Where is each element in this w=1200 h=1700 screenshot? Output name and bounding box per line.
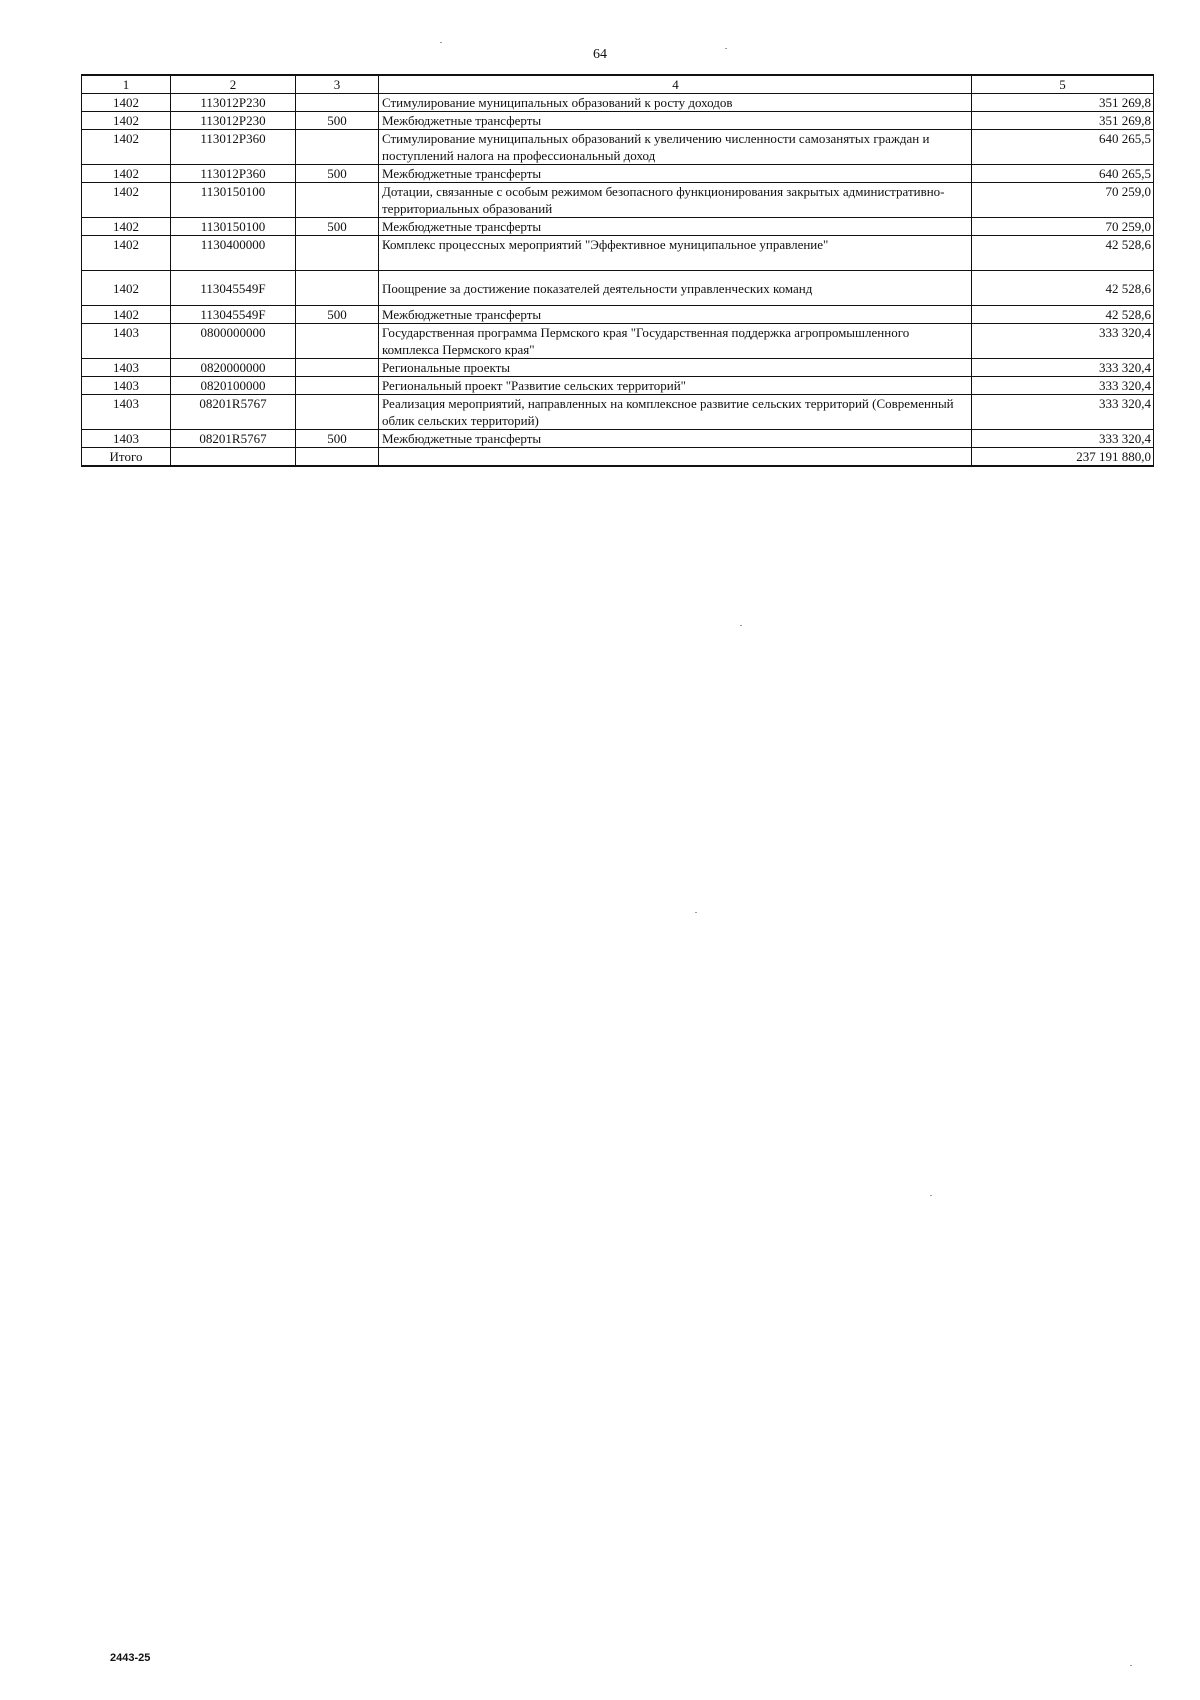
name-cell: Региональный проект "Развитие сельских территорий": [379, 377, 972, 395]
name-cell: Межбюджетные трансферты: [379, 306, 972, 324]
type-cell: 500: [296, 112, 379, 130]
type-cell: [296, 183, 379, 218]
column-header-type: 3: [296, 75, 379, 94]
code-cell: 113012P360: [171, 130, 296, 165]
section-cell: 1402: [82, 130, 171, 165]
table-row: [82, 218, 1154, 236]
section-cell: 1402: [82, 306, 171, 324]
section-cell: 1402: [82, 218, 171, 236]
amount-cell: 42 528,6: [972, 236, 1154, 271]
type-cell: 500: [296, 165, 379, 183]
amount-cell: 351 269,8: [972, 94, 1154, 112]
name-cell: Поощрение за достижение показателей деятельности управленческих команд: [379, 271, 972, 306]
type-cell: [296, 271, 379, 306]
scan-speck: [695, 912, 697, 913]
code-cell: 113012P230: [171, 112, 296, 130]
type-cell: [296, 324, 379, 359]
column-header-code: 2: [171, 75, 296, 94]
table-row: [82, 395, 1154, 430]
section-cell: 1402: [82, 112, 171, 130]
table-row: [82, 359, 1154, 377]
type-cell: [296, 359, 379, 377]
amount-cell: 333 320,4: [972, 430, 1154, 448]
scan-speck: [740, 625, 742, 626]
table-row: [82, 324, 1154, 359]
amount-cell: 333 320,4: [972, 359, 1154, 377]
amount-cell: 351 269,8: [972, 112, 1154, 130]
section-cell: 1402: [82, 271, 171, 306]
amount-cell: 42 528,6: [972, 306, 1154, 324]
amount-cell: 70 259,0: [972, 218, 1154, 236]
scan-speck: [930, 1195, 932, 1196]
total-amount: 237 191 880,0: [972, 448, 1154, 467]
table-row: [82, 236, 1154, 271]
code-cell: 0800000000: [171, 324, 296, 359]
type-cell: [296, 377, 379, 395]
type-cell: [296, 94, 379, 112]
code-cell: 0820000000: [171, 359, 296, 377]
section-cell: 1402: [82, 165, 171, 183]
code-cell: 113012P230: [171, 94, 296, 112]
document-code: 2443-25: [110, 1652, 151, 1664]
table-row: [82, 183, 1154, 218]
section-cell: 1403: [82, 395, 171, 430]
code-cell: 113045549F: [171, 271, 296, 306]
scan-speck: [440, 42, 442, 43]
table-row: [82, 271, 1154, 306]
table-row: [82, 165, 1154, 183]
budget-table: [81, 74, 1154, 467]
name-cell: Дотации, связанные с особым режимом безопасного функционирования закрытых административно-территориальных образований: [379, 183, 972, 218]
section-cell: 1402: [82, 94, 171, 112]
name-cell: Межбюджетные трансферты: [379, 112, 972, 130]
section-cell: 1402: [82, 236, 171, 271]
column-header-name: 4: [379, 75, 972, 94]
total-label: Итого: [82, 448, 171, 467]
type-cell: 500: [296, 306, 379, 324]
empty-cell: [379, 448, 972, 467]
amount-cell: 640 265,5: [972, 130, 1154, 165]
scan-speck: [725, 48, 727, 49]
section-cell: 1403: [82, 377, 171, 395]
total-row: [82, 448, 1154, 467]
scan-speck: [1130, 1665, 1132, 1666]
column-header-section: 1: [82, 75, 171, 94]
section-cell: 1403: [82, 430, 171, 448]
name-cell: Стимулирование муниципальных образований к увеличению численности самозанятых граждан и поступлений налога на профессиональный доход: [379, 130, 972, 165]
table-row: [82, 306, 1154, 324]
code-cell: 08201R5767: [171, 430, 296, 448]
empty-cell: [171, 448, 296, 467]
column-header-amount: 5: [972, 75, 1154, 94]
code-cell: 113045549F: [171, 306, 296, 324]
empty-cell: [296, 448, 379, 467]
name-cell: Комплекс процессных мероприятий "Эффективное муниципальное управление": [379, 236, 972, 271]
name-cell: Государственная программа Пермского края "Государственная поддержка агропромышленного комплекса Пермского края": [379, 324, 972, 359]
table-row: [82, 130, 1154, 165]
name-cell: Межбюджетные трансферты: [379, 430, 972, 448]
header-row: [82, 75, 1154, 94]
type-cell: 500: [296, 218, 379, 236]
type-cell: 500: [296, 430, 379, 448]
code-cell: 1130150100: [171, 183, 296, 218]
name-cell: Межбюджетные трансферты: [379, 218, 972, 236]
amount-cell: 640 265,5: [972, 165, 1154, 183]
section-cell: 1403: [82, 359, 171, 377]
type-cell: [296, 130, 379, 165]
name-cell: Региональные проекты: [379, 359, 972, 377]
name-cell: Межбюджетные трансферты: [379, 165, 972, 183]
section-cell: 1402: [82, 183, 171, 218]
section-cell: 1403: [82, 324, 171, 359]
table-row: [82, 94, 1154, 112]
type-cell: [296, 395, 379, 430]
code-cell: 1130400000: [171, 236, 296, 271]
name-cell: Реализация мероприятий, направленных на комплексное развитие сельских территорий (Современный облик сельских территорий): [379, 395, 972, 430]
amount-cell: 333 320,4: [972, 377, 1154, 395]
type-cell: [296, 236, 379, 271]
code-cell: 08201R5767: [171, 395, 296, 430]
page-number: 64: [593, 47, 607, 62]
amount-cell: 333 320,4: [972, 324, 1154, 359]
name-cell: Стимулирование муниципальных образований к росту доходов: [379, 94, 972, 112]
table-row: [82, 430, 1154, 448]
amount-cell: 333 320,4: [972, 395, 1154, 430]
code-cell: 0820100000: [171, 377, 296, 395]
code-cell: 113012P360: [171, 165, 296, 183]
table-row: [82, 377, 1154, 395]
amount-cell: 70 259,0: [972, 183, 1154, 218]
amount-cell: 42 528,6: [972, 271, 1154, 306]
table-row: [82, 112, 1154, 130]
code-cell: 1130150100: [171, 218, 296, 236]
